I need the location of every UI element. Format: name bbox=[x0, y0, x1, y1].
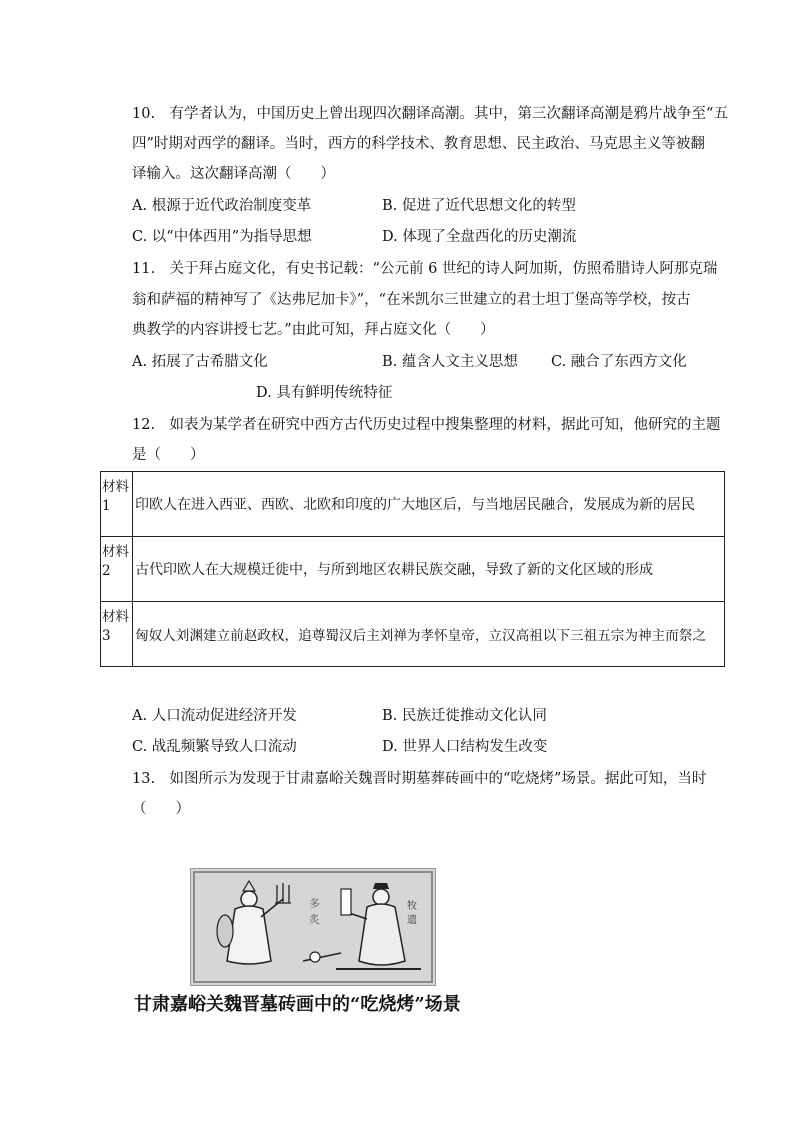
material-label: 材料 1 bbox=[101, 472, 133, 537]
figure-caption: 甘肃嘉峪关魏晋墓砖画中的“吃烧烤”场景 bbox=[134, 994, 461, 1015]
q10-line-3: 译输入。这次翻译高潮（ ） bbox=[132, 166, 335, 182]
q11-option-a[interactable]: A. 拓展了古希腊文化 bbox=[132, 354, 268, 370]
q11-line-2: 翁和萨福的精神写了《达弗尼加卡》”，“在米凯尔三世建立的君士坦丁堡高等学校，按古 bbox=[132, 292, 691, 308]
q11-option-c[interactable]: C. 融合了东西方文化 bbox=[551, 354, 687, 370]
brick-painting-image bbox=[190, 868, 436, 986]
q12-option-b[interactable]: B. 民族迁徙推动文化认同 bbox=[382, 708, 547, 724]
q13-line-2: （ ） bbox=[132, 801, 190, 817]
q12-line-1: 12. 如表为某学者在研究中西方古代历史过程中搜集整理的材料，据此可知，他研究的主题 bbox=[132, 417, 721, 433]
material-text: 印欧人在进入西亚、西欧、北欧和印度的广大地区后，与当地居民融合，发展成为新的居民 bbox=[133, 472, 725, 537]
figure-label-2: 炙 bbox=[309, 913, 320, 926]
table-row bbox=[101, 537, 725, 602]
material-text: 古代印欧人在大规模迁徙中，与所到地区农耕民族交融，导致了新的文化区域的形成 bbox=[133, 537, 725, 602]
q12-option-a[interactable]: A. 人口流动促进经济开发 bbox=[132, 708, 297, 724]
q10-option-b[interactable]: B. 促进了近代思想文化的转型 bbox=[382, 198, 576, 214]
brick-painting-illustration bbox=[191, 869, 435, 985]
q11-line-1: 11. 关于拜占庭文化，有史书记载：“公元前 6 世纪的诗人阿加斯，仿照希腊诗人阿那克瑞 bbox=[132, 261, 718, 277]
figure-label-1: 多 bbox=[309, 897, 320, 910]
q10-option-a[interactable]: A. 根源于近代政治制度变革 bbox=[132, 198, 312, 214]
materials-table bbox=[100, 471, 725, 667]
figure-label-4: 遗 bbox=[407, 915, 417, 926]
q12-option-d[interactable]: D. 世界人口结构发生改变 bbox=[382, 739, 548, 755]
q10-option-c[interactable]: C. 以“中体西用”为指导思想 bbox=[132, 229, 312, 245]
material-label: 材料 3 bbox=[101, 602, 133, 667]
material-text: 匈奴人刘渊建立前赵政权，追尊蜀汉后主刘禅为孝怀皇帝，立汉高祖以下三祖五宗为神主而祭之 bbox=[133, 602, 725, 667]
q11-line-3: 典教学的内容讲授七艺。”由此可知，拜占庭文化（ ） bbox=[132, 322, 495, 338]
q10-line-1: 10. 有学者认为，中国历史上曾出现四次翻译高潮。其中，第三次翻译高潮是鸦片战争至“五 bbox=[132, 106, 728, 122]
q11-option-d[interactable]: D. 具有鲜明传统特征 bbox=[256, 385, 393, 401]
material-label: 材料 2 bbox=[101, 537, 133, 602]
figure-label-3: 牧 bbox=[407, 901, 417, 912]
q13-line-1: 13. 如图所示为发现于甘肃嘉峪关魏晋时期墓葬砖画中的“吃烧烤”场景。据此可知，当时 bbox=[132, 771, 707, 787]
q12-line-2: 是（ ） bbox=[132, 447, 205, 463]
q11-option-b[interactable]: B. 蕴含人文主义思想 bbox=[382, 354, 518, 370]
table-row bbox=[101, 602, 725, 667]
table-row bbox=[101, 472, 725, 537]
q10-option-d[interactable]: D. 体现了全盘西化的历史潮流 bbox=[382, 229, 577, 245]
q12-option-c[interactable]: C. 战乱频繁导致人口流动 bbox=[132, 739, 297, 755]
q10-line-2: 四”时期对西学的翻译。当时，西方的科学技术、教育思想、民主政治、马克思主义等被翻 bbox=[132, 136, 705, 152]
